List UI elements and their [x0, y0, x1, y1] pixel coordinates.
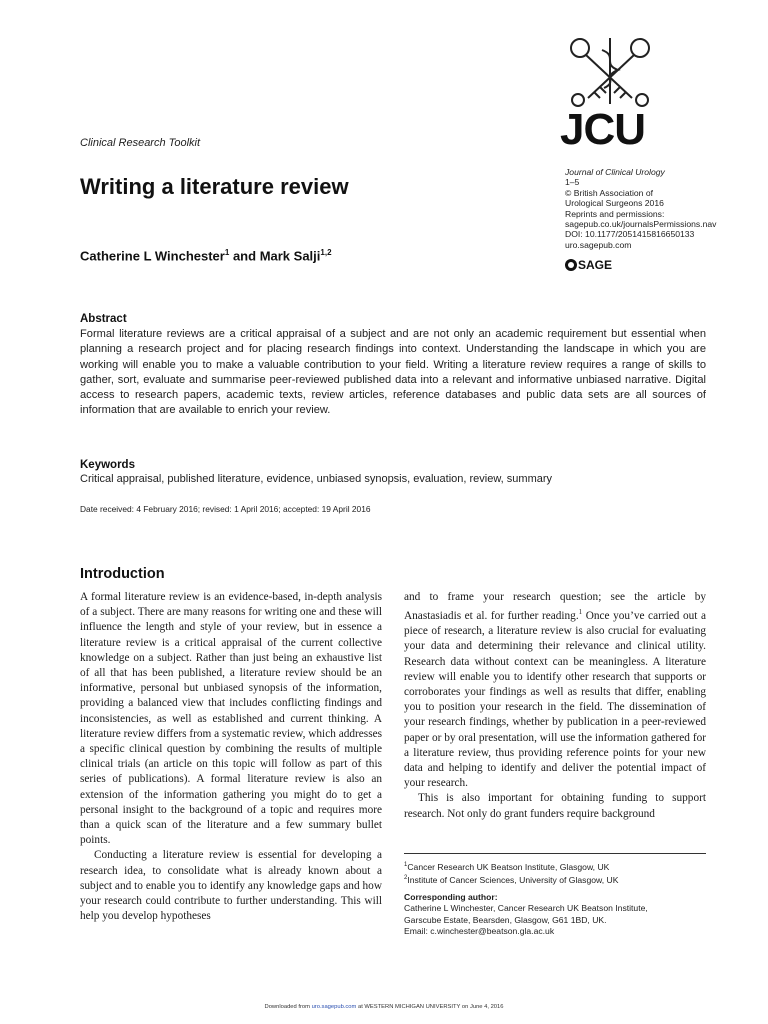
journal-info-block	[565, 167, 716, 250]
journal-pages: 1–5	[565, 177, 580, 188]
affiliation-line	[404, 860, 714, 873]
keywords-heading: Keywords	[80, 459, 135, 471]
body-column-left	[80, 590, 382, 924]
introduction-heading: Introduction	[80, 566, 165, 582]
body-paragraph: A formal literature review is an evidence-based, in-depth analysis of a subject. There are many reasons for writing one and these will influence the length and style of your review, but in essence a literature review is a critical appraisal of the current collective knowledge on a subject. Rather than just being an exhaustive list of all that has been published, a literature review should be an informative, personal but unbiased synopsis of the information, providing a balanced view that includes conflicting findings and inconsistencies, as well as established and current thinking. A literature review differs from a systematic review, which addresses a specific clinical question by combining the results of multiple clinical trials (an article on this topic will follow as part of this series of publications). A formal literature review is also an extension of the information gathering you might do to get a personal insight to the background of a topic and requires more than a quick scan of the literature and a few summary bullet points.	[80, 591, 382, 847]
body-text: and to frame your research question; see the article by Anastasiadis et al. for further reading.	[404, 591, 706, 622]
keywords-text: Critical appraisal, published literature, evidence, unbiased synopsis, evaluation, review, summary	[80, 473, 553, 485]
article-title: Writing a literature review	[80, 174, 349, 199]
author-line	[80, 248, 332, 263]
author-name: Mark Salji	[259, 248, 321, 264]
corresponding-author-heading: Corresponding author:	[404, 891, 498, 902]
author-affiliation-mark: 1,2	[320, 248, 332, 257]
journal-url[interactable]: uro.sagepub.com	[565, 239, 632, 250]
affiliation-text: Cancer Research UK Beatson Institute, Glasgow, UK	[407, 861, 610, 872]
author-name: Catherine L Winchester	[80, 248, 225, 264]
affiliation-number: 1	[404, 862, 408, 868]
journal-logo: JCU	[560, 105, 646, 154]
series-label: Clinical Research Toolkit	[80, 137, 201, 149]
corresponding-author-line: Garscube Estate, Bearsden, Glasgow, G61 1BD, UK.	[404, 914, 607, 925]
download-suffix: at WESTERN MICHIGAN UNIVERSITY on June 4, 2016	[356, 1004, 504, 1010]
body-column-right	[404, 590, 706, 822]
corresponding-author-email[interactable]: Email: c.winchester@beatson.gla.ac.uk	[404, 926, 555, 937]
affiliation-line	[404, 873, 714, 886]
author-affiliation-mark: 1	[224, 248, 230, 257]
corresponding-author-line: Catherine L Winchester, Cancer Research UK Beatson Institute,	[404, 903, 648, 914]
body-paragraph: This is also important for obtaining funding to support research. Not only do grant funders require background	[404, 792, 706, 820]
abstract-heading: Abstract	[80, 313, 127, 325]
affiliation-text: Institute of Cancer Sciences, University of Glasgow, UK	[407, 875, 619, 886]
reprints-label: Reprints and permissions:	[565, 208, 665, 219]
sage-icon	[565, 259, 577, 271]
journal-copyright: © British Association of	[565, 187, 654, 198]
download-prefix: Downloaded from	[264, 1004, 312, 1010]
download-stamp	[0, 1004, 768, 1010]
footnotes	[404, 860, 714, 938]
body-text: Once you’ve carried out a piece of research, a literature review is also crucial for evaluating your data and determining their relevance and clinical utility. Research data without context can be meaningless. A literature review will enable you to identify other research that supports or corroborates your findings as well as results that differ, enabling you to position your research in the field. The dissemination of your research findings, whether by publication in a peer-reviewed paper or by oral presentation, will use the information gathered for a literature review, thus providing reference points for your new data and helping to identify and deliver the potential impact of your research.	[404, 609, 706, 790]
crossed-keys-icon	[540, 30, 740, 110]
journal-name: Journal of Clinical Urology	[565, 167, 665, 177]
reference-mark[interactable]: 1	[578, 608, 583, 617]
body-paragraph	[404, 590, 706, 791]
publisher-name: SAGE	[578, 258, 613, 272]
download-link[interactable]: uro.sagepub.com	[311, 1004, 357, 1010]
doi: DOI: 10.1177/2051415816650133	[565, 229, 695, 240]
body-paragraph: Conducting a literature review is essential for developing a research idea, to consolidate what is already known about a subject and to enable you to identify any knowledge gaps and how your research could contribute to further understanding. This will help you develop hypotheses	[80, 849, 382, 923]
publisher-logo	[565, 258, 612, 272]
abstract-text: Formal literature reviews are a critical appraisal of a subject and are not only an academic requirement but essential when planning a research project and for placing research findings into context. Understanding the landscape in which you are working will enable you to make a valuable contribution to your field. Writing a literature review requires a range of skills to gather, sort, evaluate and summarise peer-reviewed published data into a relevant and informative unbiased narrative. Digital access to research papers, academic texts, review articles, reference databases and public data sets are all sources of information that are available to enrich your review.	[80, 328, 706, 417]
permissions-link[interactable]: sagepub.co.uk/journalsPermissions.nav	[565, 219, 717, 230]
journal-copyright-cont: Urological Surgeons 2016	[565, 198, 664, 209]
author-joiner: and	[232, 248, 257, 264]
footnote-divider	[404, 853, 706, 854]
affiliation-number: 2	[404, 875, 408, 882]
received-dates: Date received: 4 February 2016; revised: 1 April 2016; accepted: 19 April 2016	[80, 504, 371, 514]
